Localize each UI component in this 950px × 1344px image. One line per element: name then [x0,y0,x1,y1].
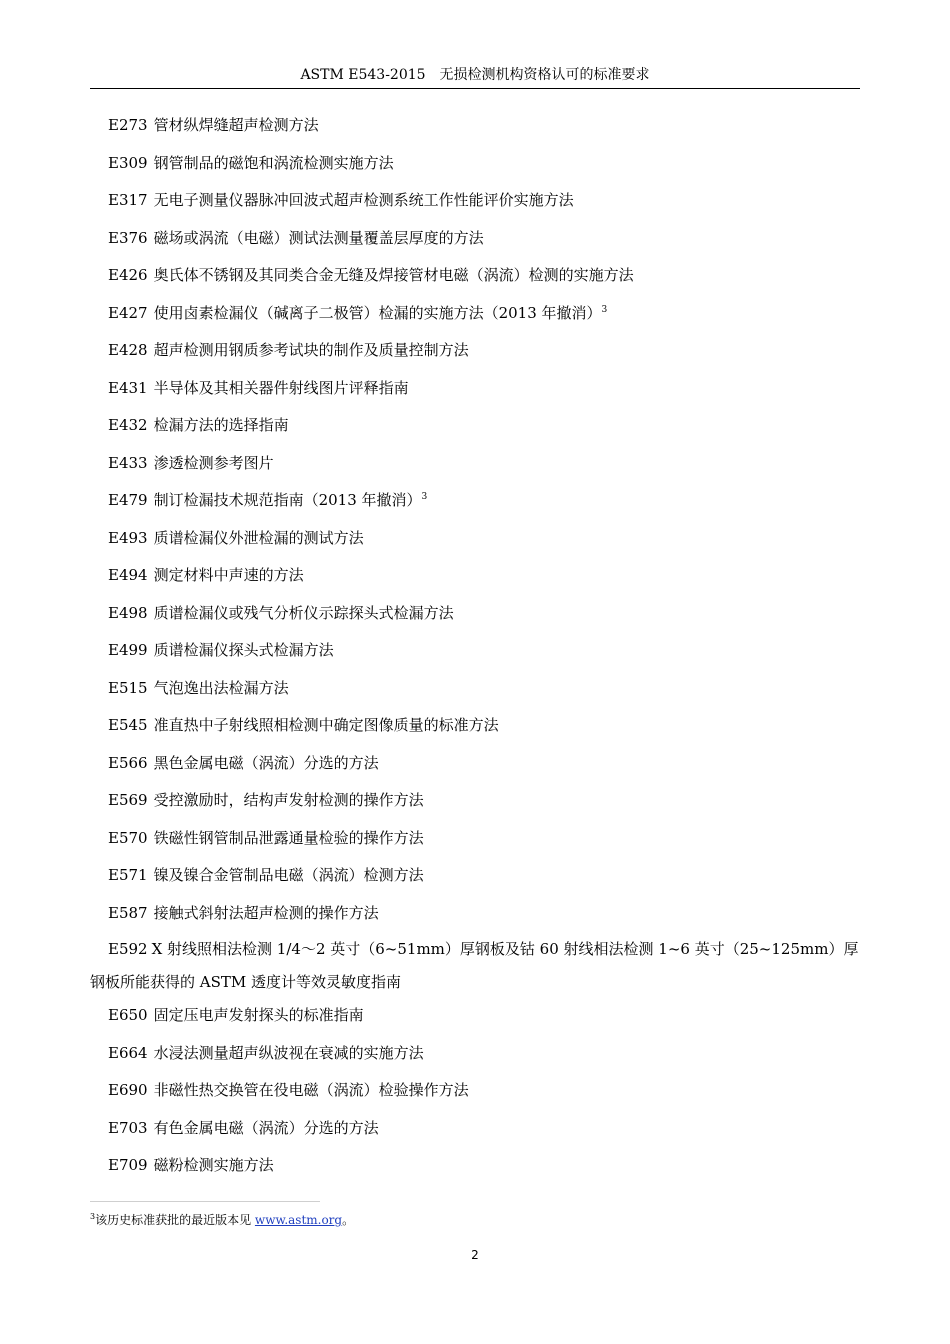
standard-code: E494 [108,566,148,584]
standard-item [90,1077,862,1115]
standard-title: 受控激励时，结构声发射检测的操作方法 [153,791,424,809]
standard-code: E664 [108,1043,148,1062]
standard-code: E309 [108,153,148,172]
standard-code: E431 [108,378,148,397]
standard-item [90,562,862,600]
footnote-marker: 3 [90,1212,96,1221]
standard-item [90,712,862,750]
standard-item [90,787,862,825]
footnote [90,1211,354,1229]
standard-title: 磁粉检测实施方法 [153,1156,274,1174]
standard-item [90,862,862,900]
standard-item [90,600,862,638]
standard-title: 奥氏体不锈钢及其同类合金无缝及焊接管材电磁（涡流）检测的实施方法 [153,266,634,284]
standard-title: 固定压电声发射探头的标准指南 [153,1006,364,1024]
standard-title: 非磁性热交换管在役电磁（涡流）检验操作方法 [153,1081,469,1099]
standard-code: E570 [108,828,148,847]
standard-title: 使用卤素检漏仪（碱离子二极管）检漏的实施方法（2013 年撤消） [153,303,602,322]
standard-code: E428 [108,341,148,359]
standard-code: E709 [108,1156,148,1174]
standard-code: E515 [108,678,148,697]
standard-title: 黑色金属电磁（涡流）分选的方法 [153,753,379,772]
footnote-ref: 3 [601,304,608,315]
standard-item [90,900,862,938]
standard-title: 质谱检漏仪探头式检漏方法 [153,641,334,659]
standard-code: E493 [108,528,148,547]
standard-title: 接触式斜射法超声检测的操作方法 [153,903,379,922]
standard-title: 无电子测量仪器脉冲回波式超声检测系统工作性能评价实施方法 [153,191,574,209]
standard-code: E317 [108,191,148,209]
standards-list [90,112,862,1190]
standard-title: 管材纵焊缝超声检测方法 [153,116,319,134]
standard-title: 制订检漏技术规范指南（2013 年撤消） [153,491,422,509]
standard-code: E566 [108,753,148,772]
standard-code: E426 [108,266,148,284]
standard-code: E498 [108,603,148,622]
standard-item [90,487,862,525]
standard-item [90,525,862,563]
standard-item [90,262,862,300]
standard-item [90,112,862,150]
standard-title: 渗透检测参考图片 [153,453,274,472]
standard-item [90,825,862,863]
standard-item [90,450,862,488]
footnote-suffix: 。 [342,1213,355,1227]
footnote-text: 该历史标准获批的最近版本见 [95,1213,255,1227]
standard-code: E432 [108,416,148,434]
standard-title: 检漏方法的选择指南 [153,416,289,434]
standard-title: 有色金属电磁（涡流）分选的方法 [153,1118,379,1137]
standard-item [90,150,862,188]
standard-item [90,412,862,450]
standard-title: 钢管制品的磁饱和涡流检测实施方法 [153,153,394,172]
standard-title: 质谱检漏仪或残气分析仪示踪探头式检漏方法 [153,603,454,622]
standard-item [90,750,862,788]
standard-title: 气泡逸出法检漏方法 [153,678,289,697]
standard-code: E545 [108,716,148,734]
standard-title: 准直热中子射线照相检测中确定图像质量的标准方法 [153,716,499,734]
standard-item [90,300,862,338]
standard-code: E273 [108,116,148,134]
standard-item [90,637,862,675]
footnote-link[interactable]: www.astm.org [254,1213,343,1227]
standard-code: E587 [108,903,148,922]
standard-item [90,187,862,225]
standard-code: E569 [108,791,148,809]
standard-title: 超声检测用钢质参考试块的制作及质量控制方法 [153,341,469,359]
standard-item [90,675,862,713]
standard-code: E703 [108,1118,148,1137]
standard-item [90,1115,862,1153]
standard-code: E650 [108,1006,148,1024]
standard-item [90,933,862,999]
standard-code: E499 [108,641,148,659]
standard-item [90,1152,862,1190]
standard-item [90,1002,862,1040]
standard-title: 水浸法测量超声纵波视在衰减的实施方法 [153,1043,424,1062]
standard-title: 铁磁性钢管制品泄露通量检验的操作方法 [153,828,424,847]
standard-title: 磁场或涡流（电磁）测试法测量覆盖层厚度的方法 [153,228,484,247]
standard-item [90,225,862,263]
standard-title: 半导体及其相关器件射线图片评释指南 [153,378,409,397]
page-number: 2 [471,1248,479,1262]
standard-code: E479 [108,491,148,509]
footnote-ref: 3 [421,492,428,502]
standard-item [90,375,862,413]
standard-code: E592 [108,940,148,958]
standard-item [90,337,862,375]
standard-title: X 射线照相法检测 1/4～2 英寸（6~51mm）厚钢板及钴 60 射线相法检测 1~6 英寸（25~125mm）厚钢板所能获得的 ASTM 透度计等效灵敏度指南 [90,940,859,991]
standard-code: E571 [108,866,148,884]
standard-code: E690 [108,1081,148,1099]
footnote-rule [90,1201,320,1202]
standard-title: 质谱检漏仪外泄检漏的测试方法 [153,528,364,547]
standard-code: E376 [108,228,148,247]
standard-item [90,1040,862,1078]
standard-title: 镍及镍合金管制品电磁（涡流）检测方法 [153,866,424,884]
standard-code: E433 [108,453,148,472]
standard-title: 测定材料中声速的方法 [153,566,304,584]
standard-code: E427 [108,303,148,322]
header-rule [90,88,860,89]
running-header: ASTM E543-2015 无损检测机构资格认可的标准要求 [300,67,650,83]
